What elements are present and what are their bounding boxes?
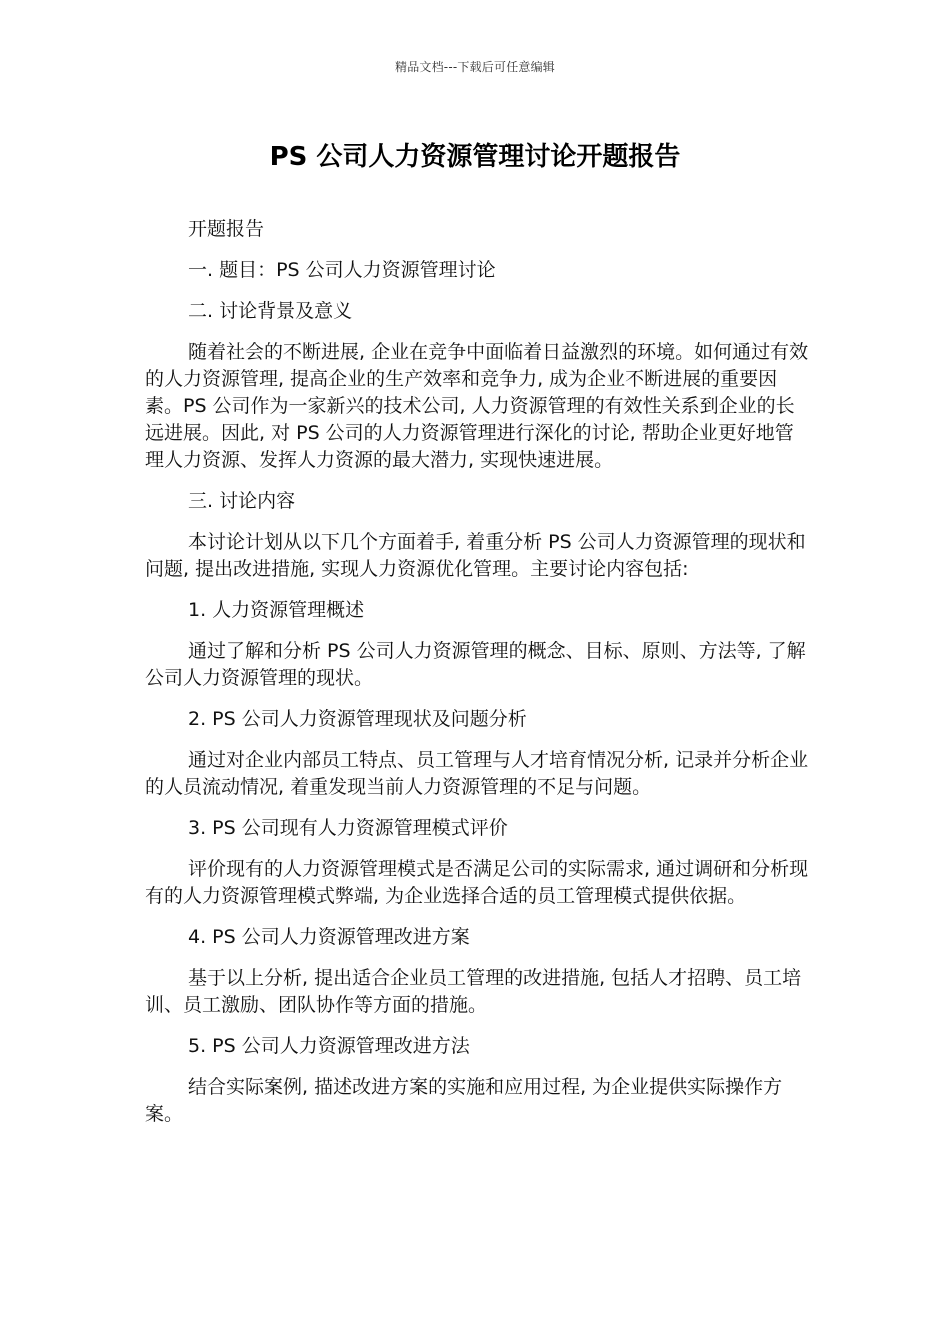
item-paragraph-1: 通过了解和分析 PS 公司人力资源管理的概念、目标、原则、方法等, 了解公司人力资源管理的现状。 [145, 640, 806, 689]
item-heading-3: 3. PS 公司现有人力资源管理模式评价 [188, 817, 508, 839]
section-heading-content: 三. 讨论内容 [188, 490, 296, 512]
section-heading-background: 二. 讨论背景及意义 [188, 300, 353, 322]
item-heading-5: 5. PS 公司人力资源管理改进方法 [188, 1035, 470, 1057]
item-paragraph-2: 通过对企业内部员工特点、员工管理与人才培育情况分析, 记录并分析企业的人员流动情况, 着重发现当前人力资源管理的不足与问题。 [145, 749, 809, 798]
page-header: 精品文档---下载后可任意编辑 [395, 60, 555, 74]
item-heading-2: 2. PS 公司人力资源管理现状及问题分析 [188, 708, 527, 730]
document-body [145, 216, 810, 1142]
section-heading-topic: 一. 题目：PS 公司人力资源管理讨论 [188, 259, 496, 281]
item-heading-1: 1. 人力资源管理概述 [188, 599, 365, 621]
paragraph-report-label: 开题报告 [188, 218, 265, 240]
paragraph-content-intro: 本讨论计划从以下几个方面着手, 着重分析 PS 公司人力资源管理的现状和问题, 提出改进措施, 实现人力资源优化管理。主要讨论内容包括: [145, 531, 806, 580]
item-heading-4: 4. PS 公司人力资源管理改进方案 [188, 926, 470, 948]
paragraph-background: 随着社会的不断进展, 企业在竞争中面临着日益激烈的环境。如何通过有效的人力资源管理, 提高企业的生产效率和竞争力, 成为企业不断进展的重要因素。PS 公司作为一家新兴的技术公司, 人力资源管理的有效性关系到企业的长远进展。因此, 对 PS 公司的人力资源管理进行深化的讨论, 帮助企业更好地管理人力资源、发挥人力资源的最大潜力, 实现快速进展。 [145, 341, 809, 471]
document-title: PS 公司人力资源管理讨论开题报告 [269, 142, 681, 172]
item-paragraph-4: 基于以上分析, 提出适合企业员工管理的改进措施, 包括人才招聘、员工培训、员工激励、团队协作等方面的措施。 [145, 967, 802, 1016]
item-paragraph-3: 评价现有的人力资源管理模式是否满足公司的实际需求, 通过调研和分析现有的人力资源管理模式弊端, 为企业选择合适的员工管理模式提供依据。 [145, 858, 809, 907]
item-paragraph-5: 结合实际案例, 描述改进方案的实施和应用过程, 为企业提供实际操作方案。 [145, 1076, 783, 1125]
